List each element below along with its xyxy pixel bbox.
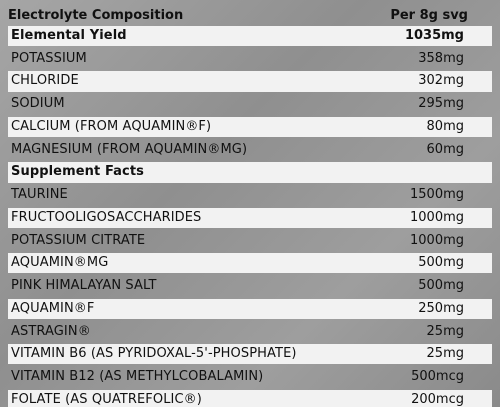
- ingredient-amount: 500mg: [418, 278, 464, 294]
- ingredient-name: SODIUM: [11, 96, 65, 112]
- header-serving: Per 8g svg: [390, 8, 468, 23]
- ingredient-amount: 358mg: [418, 50, 464, 66]
- ingredient-name: VITAMIN B6 (AS PYRIDOXAL-5'-PHOSPHATE): [11, 346, 297, 362]
- ingredient-name: FOLATE (AS QUATREFOLIC®): [11, 391, 202, 407]
- ingredient-amount: 250mg: [418, 300, 464, 316]
- table-row: [8, 390, 492, 407]
- section-header-row: [8, 26, 492, 46]
- ingredient-name: POTASSIUM CITRATE: [11, 232, 146, 248]
- table-row: [8, 71, 492, 91]
- table-row: [8, 140, 492, 160]
- ingredient-amount: 302mg: [418, 73, 464, 89]
- table-row: [8, 299, 492, 319]
- ingredient-name: AQUAMIN®MG: [11, 255, 109, 271]
- ingredient-name: Elemental Yield: [11, 28, 127, 43]
- ingredient-amount: 295mg: [418, 96, 464, 112]
- table-row: [8, 367, 492, 387]
- ingredient-amount: 80mg: [426, 118, 464, 134]
- ingredient-amount: 1035mg: [404, 28, 464, 43]
- ingredient-list: [8, 26, 492, 407]
- ingredient-name: ASTRAGIN®: [11, 323, 91, 339]
- table-row: [8, 49, 492, 69]
- ingredient-name: Supplement Facts: [11, 164, 145, 180]
- table-row: [8, 322, 492, 342]
- ingredient-name: TAURINE: [11, 187, 68, 203]
- ingredient-amount: 500mcg: [411, 369, 464, 385]
- table-header: [8, 6, 492, 26]
- ingredient-amount: 1500mg: [410, 187, 464, 203]
- ingredient-amount: 500mg: [418, 255, 464, 271]
- table-row: [8, 208, 492, 228]
- ingredient-amount: 25mg: [426, 346, 464, 362]
- ingredient-name: PINK HIMALAYAN SALT: [11, 278, 157, 294]
- ingredient-name: CHLORIDE: [11, 73, 79, 89]
- ingredient-amount: 200mcg: [411, 391, 464, 407]
- ingredient-name: VITAMIN B12 (AS METHYLCOBALAMIN): [11, 369, 264, 385]
- ingredient-name: FRUCTOOLIGOSACCHARIDES: [11, 209, 202, 225]
- ingredient-name: POTASSIUM: [11, 50, 87, 66]
- ingredient-amount: 1000mg: [410, 209, 464, 225]
- ingredient-name: MAGNESIUM (FROM AQUAMIN®MG): [11, 141, 248, 157]
- table-row: [8, 185, 492, 205]
- table-row: [8, 231, 492, 251]
- table-row: [8, 117, 492, 137]
- table-row: [8, 344, 492, 364]
- section-header-row: [8, 162, 492, 182]
- ingredient-amount: 60mg: [426, 141, 464, 157]
- table-row: [8, 276, 492, 296]
- table-row: [8, 94, 492, 114]
- header-title: Electrolyte Composition: [8, 8, 184, 23]
- table-row: [8, 253, 492, 273]
- ingredient-amount: 1000mg: [410, 232, 464, 248]
- ingredient-amount: 25mg: [426, 323, 464, 339]
- ingredient-name: AQUAMIN®F: [11, 300, 95, 316]
- ingredient-name: CALCIUM (FROM AQUAMIN®F): [11, 118, 212, 134]
